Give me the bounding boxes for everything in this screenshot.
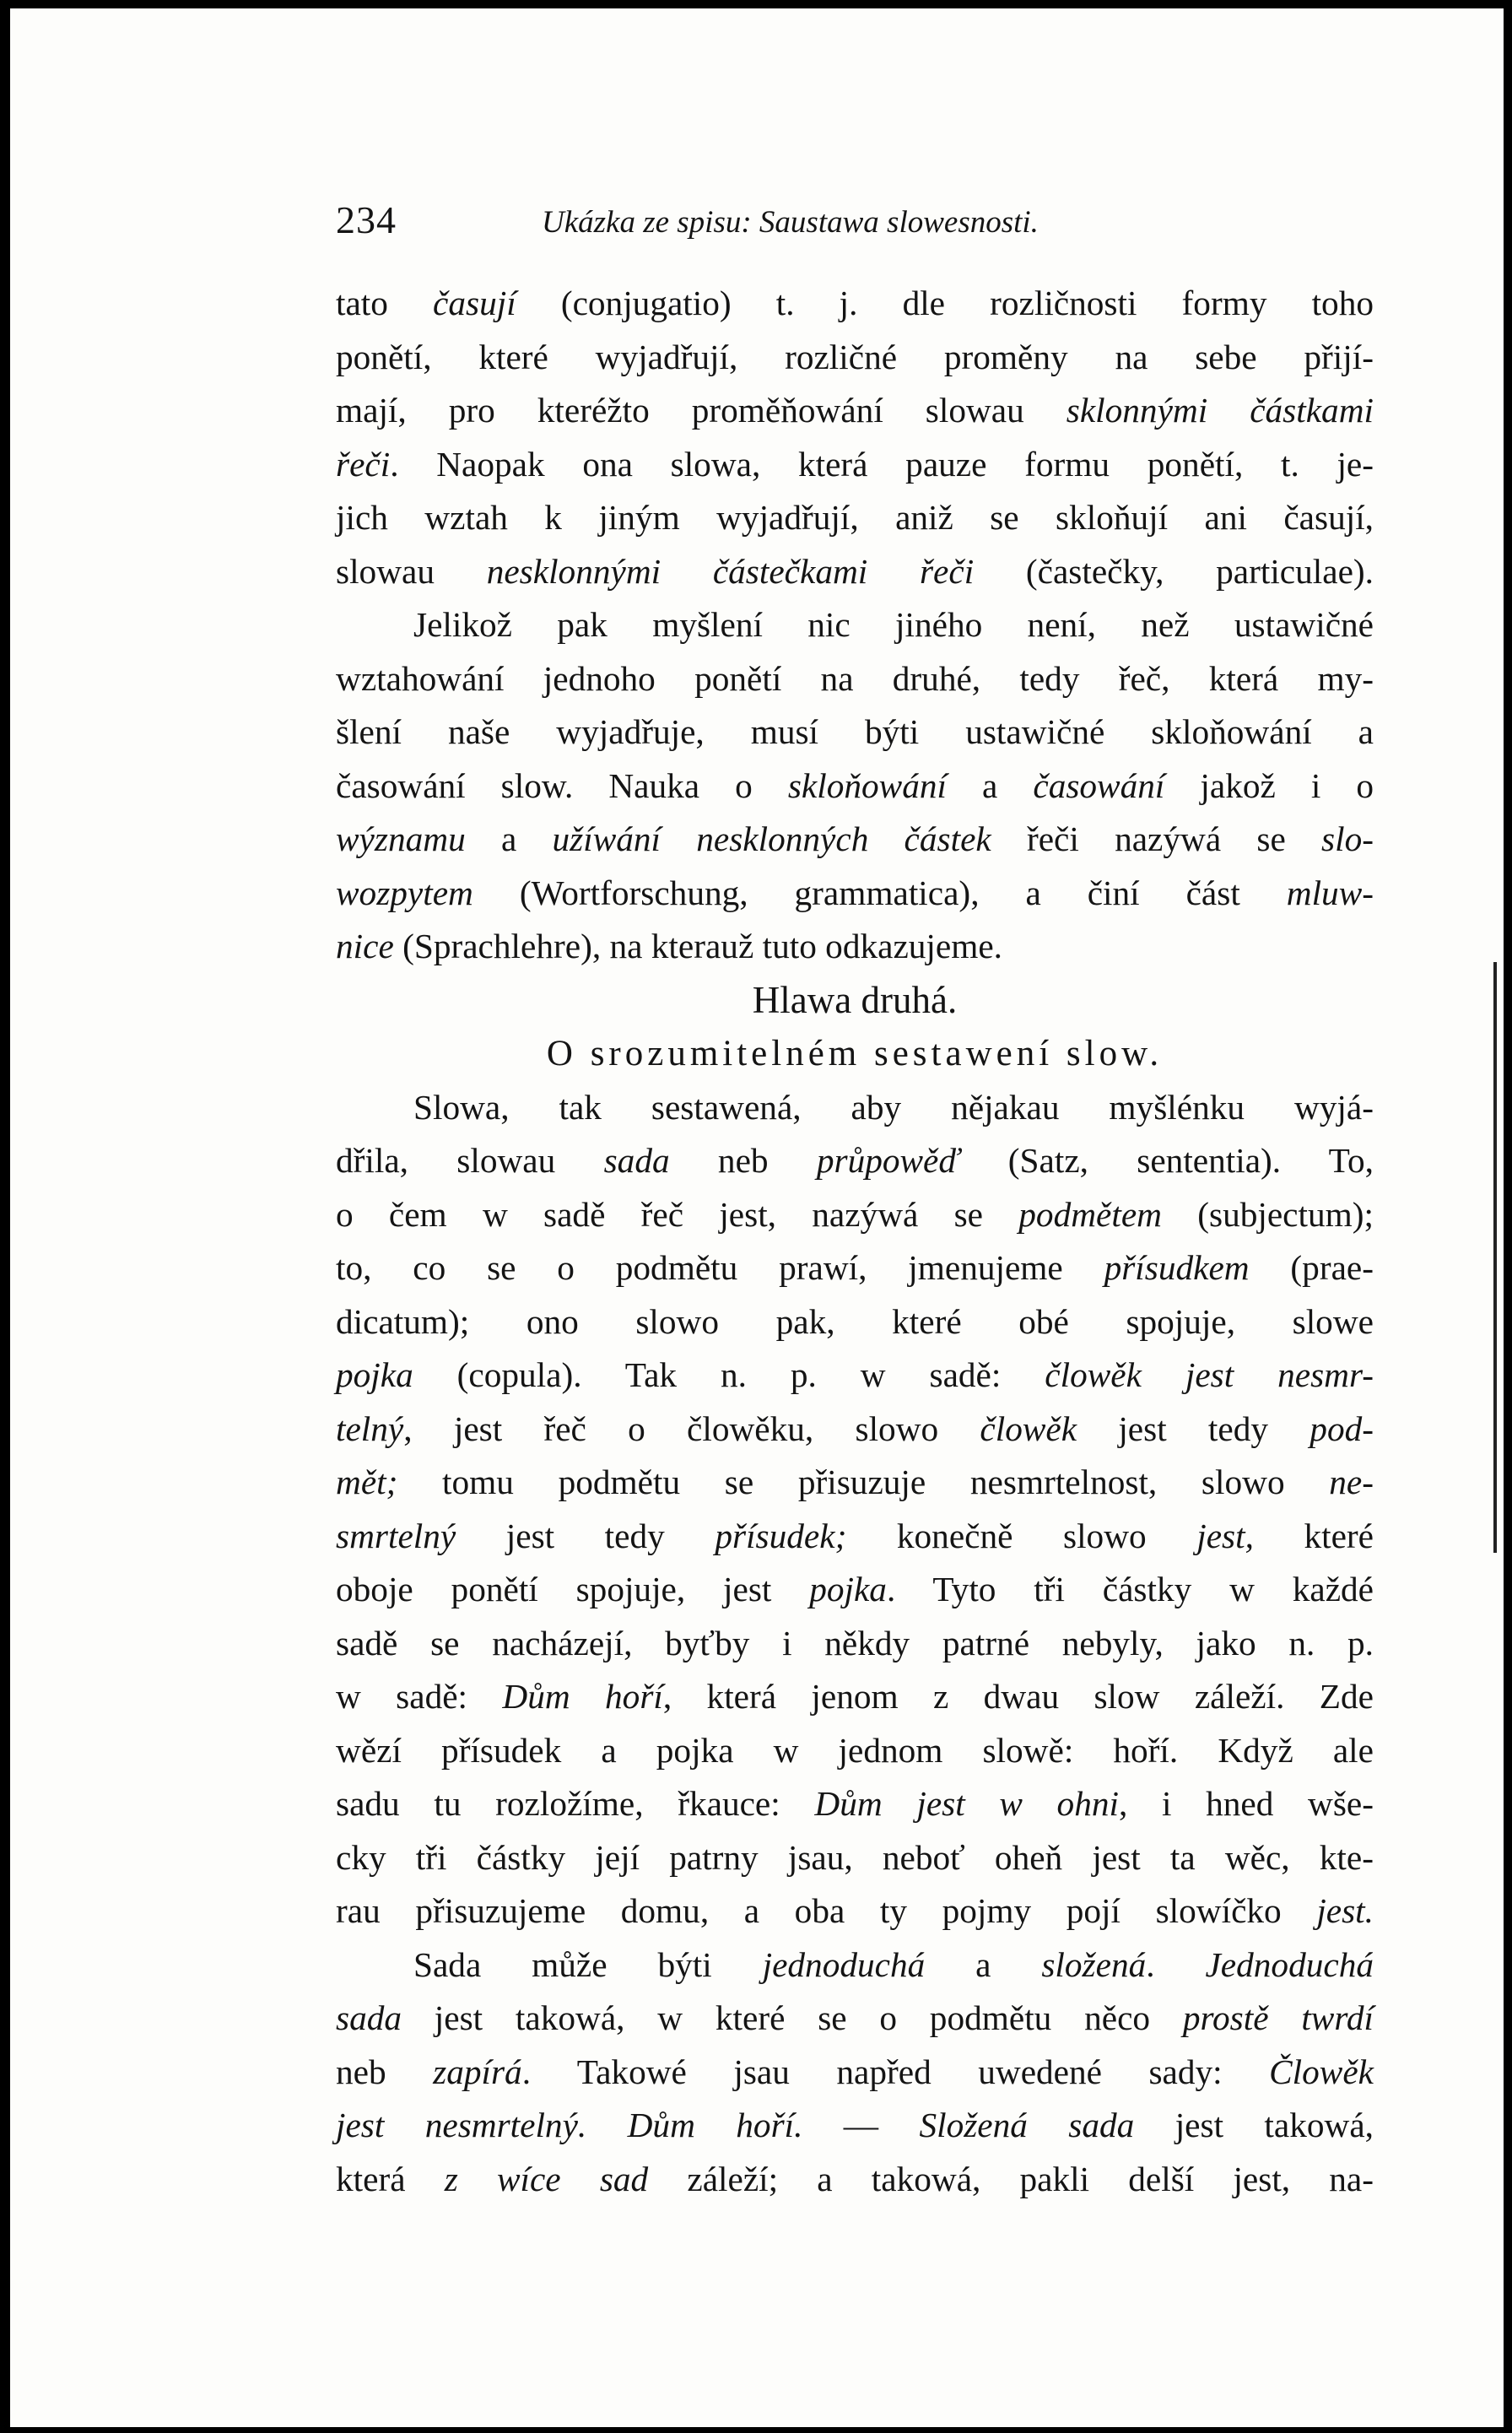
running-head: Ukázka ze spisu: Saustawa slowesnosti. bbox=[542, 205, 1039, 240]
text-line: neb zapírá. Takowé jsau napřed uwedené sady: Člowěk bbox=[336, 2052, 1374, 2091]
chapter-heading: Hlawa druhá. bbox=[752, 978, 958, 1021]
text-line: sada jest takowá, w které se o podmětu něco prostě twrdí bbox=[336, 1998, 1374, 2037]
text-line: mají, pro kteréžto proměňowání slowau sklonnými částkami bbox=[336, 391, 1374, 430]
text-line: šlení naše wyjadřuje, musí býti ustawičné skloňowání a bbox=[336, 712, 1374, 751]
text-line: jich wztah k jiným wyjadřují, aniž se skloňují ani časují, bbox=[336, 498, 1374, 537]
text-line: pojka (copula). Tak n. p. w sadě: člowěk jest nesmr- bbox=[336, 1355, 1374, 1394]
text-line: jest nesmrtelný. Dům hoří. — Složená sada jest takowá, bbox=[336, 2106, 1374, 2144]
page-header bbox=[336, 197, 1374, 248]
page-number: 234 bbox=[336, 198, 397, 241]
text-line: nice (Sprachlehre), na kterauž tuto odkazujeme. bbox=[336, 927, 1003, 965]
text-line: wýznamu a užíwání nesklonných částek řeči nazýwá se slo- bbox=[336, 819, 1374, 858]
text-line: která z wíce sad záleží; a takowá, pakli delší jest, na- bbox=[336, 2159, 1374, 2198]
text-line: o čem w sadě řeč jest, nazýwá se podmětem (subjectum); bbox=[336, 1194, 1374, 1234]
text-line: Slowa, tak sestawená, aby nějakau myšlénku wyjá- bbox=[413, 1087, 1374, 1127]
text-line: sadu tu rozložíme, řkauce: Dům jest w ohni, i hned wše- bbox=[336, 1784, 1374, 1823]
text-line: rau přisuzujeme domu, a oba ty pojmy pojí slowíčko jest. bbox=[336, 1891, 1374, 1930]
text-line: ponětí, které wyjadřují, rozličné proměny na sebe přijí- bbox=[336, 337, 1374, 376]
text-line: oboje ponětí spojuje, jest pojka. Tyto tři částky w každé bbox=[336, 1570, 1374, 1608]
body-text bbox=[336, 277, 1374, 2206]
text-line: telný, jest řeč o člowěku, slowo člowěk jest tedy pod- bbox=[336, 1408, 1374, 1448]
text-line: wozpytem (Wortforschung, grammatica), a činí část mluw- bbox=[336, 873, 1374, 912]
text-line: to, co se o podmětu prawí, jmenujeme přísudkem (prae- bbox=[336, 1248, 1374, 1287]
text-line: slowau nesklonnými částečkami řeči (častečky, particulae). bbox=[336, 551, 1374, 591]
text-line: tato časují (conjugatio) t. j. dle rozličnosti formy toho bbox=[336, 284, 1374, 322]
text-line: sadě se nacházejí, byťby i někdy patrné nebyly, jako n. p. bbox=[336, 1623, 1374, 1663]
book-page bbox=[10, 8, 1504, 2427]
text-line: řeči. Naopak ona slowa, která pauze formu ponětí, t. je- bbox=[336, 444, 1374, 484]
text-line: Jelikož pak myšlení nic jiného není, než ustawičné bbox=[413, 605, 1374, 644]
text-line: w sadě: Dům hoří, která jenom z dwau slow záleží. Zde bbox=[336, 1677, 1374, 1716]
text-line: smrtelný jest tedy přísudek; konečně slowo jest, které bbox=[336, 1516, 1374, 1555]
text-line: Sada může býti jednoduchá a složená. Jednoduchá bbox=[413, 1944, 1374, 1984]
chapter-title: O srozumitelném sestawení slow. bbox=[546, 1034, 1164, 1073]
text-line: časowání slow. Nauka o skloňowání a časowání jakož i o bbox=[336, 765, 1374, 805]
text-line: wztahowání jednoho ponětí na druhé, tedy řeč, která my- bbox=[336, 658, 1374, 698]
text-line: wězí přísudek a pojka w jednom slowě: hoří. Když ale bbox=[336, 1730, 1374, 1770]
text-line: dřila, slowau sada neb průpowěď (Satz, sententia). To, bbox=[336, 1141, 1374, 1180]
text-line: cky tři částky její patrny jsau, neboť oheň jest ta wěc, kte- bbox=[336, 1837, 1374, 1877]
text-line: dicatum); ono slowo pak, které obé spojuje, slowe bbox=[336, 1301, 1374, 1341]
page-edge-shadow bbox=[1493, 962, 1497, 1553]
text-line: mět; tomu podmětu se přisuzuje nesmrtelnost, slowo ne- bbox=[336, 1463, 1374, 1501]
